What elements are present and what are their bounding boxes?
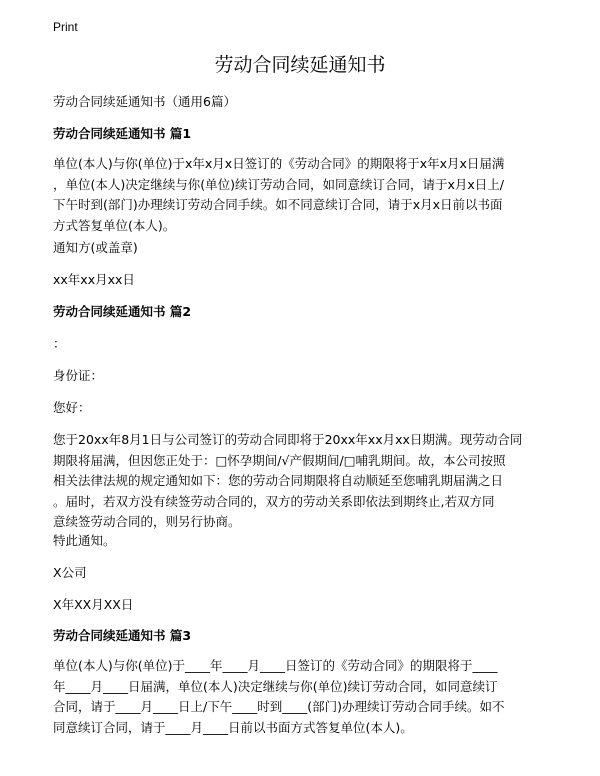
section-1-date: xx年xx月xx日 (53, 272, 135, 287)
section-2-id-label: 身份证： (53, 368, 104, 383)
paragraph-line: 您于20xx年8月1日与公司签订的劳动合同即将于20xx年xx月xx日期满。现劳动合同 (53, 432, 523, 447)
section-2-date: X年XX月XX日 (53, 597, 134, 612)
section-1-notifier: 通知方(或盖章) (53, 240, 138, 255)
section-1-heading: 劳动合同续延通知书 篇1 (53, 126, 192, 141)
paragraph-line: 相关法律法规的规定通知如下：您的劳动合同期限将自动顺延至您哺乳期届满之日 (53, 473, 504, 488)
section-2-paragraph (53, 430, 553, 533)
section-2-greeting: 您好： (53, 400, 91, 415)
section-3-heading: 劳动合同续延通知书 篇3 (53, 628, 192, 643)
paragraph-line: 单位(本人)与你(单位)于____年____月____日签订的《劳动合同》的期限将于____ (53, 658, 498, 673)
paragraph-line: 单位(本人)与你(单位)于x年x月x日签订的《劳动合同》的期限将于x年x月x日届满 (53, 156, 505, 171)
paragraph-line: ，单位(本人)决定继续与你(单位)续订劳动合同，如同意续订合同，请于x月x日上/ (53, 176, 505, 192)
section-2-company: X公司 (53, 565, 87, 580)
section-2-special-notice: 特此通知。 (53, 533, 116, 548)
paragraph-line: 期限将届满，但因您正处于：□怀孕期间/√产假期间/□哺乳期间。故，本公司按照 (53, 452, 506, 468)
document-title: 劳动合同续延通知书 (214, 54, 386, 76)
paragraph-line: 下午时到(部门)办理续订劳动合同手续。如不同意续订合同，请于x月x日前以书面 (53, 197, 503, 212)
paragraph-line: 同意续订合同，请于____月____日前以书面方式答复单位(本人)。 (53, 719, 413, 735)
print-link[interactable]: Print (53, 20, 78, 34)
paragraph-line: 合同，请于____月____日上/下午____时到____(部门)办理续订劳动合同手续。如不 (53, 699, 505, 714)
section-2-colon: ： (53, 336, 66, 351)
section-3-paragraph (53, 656, 553, 738)
document-subtitle: 劳动合同续延通知书（通用6篇） (53, 94, 236, 109)
paragraph-line: 方式答复单位(本人)。 (53, 217, 176, 233)
section-1-paragraph (53, 154, 553, 236)
paragraph-line: 。届时，若双方没有续签劳动合同的，双方的劳动关系即依法到期终止,若双方同 (53, 493, 495, 509)
paragraph-line: 意续签劳动合同的，则另行协商。 (53, 514, 241, 529)
section-2-heading: 劳动合同续延通知书 篇2 (53, 304, 192, 319)
paragraph-line: 年____月____日届满，单位(本人)决定继续与你(单位)续订劳动合同，如同意续订 (53, 678, 498, 694)
